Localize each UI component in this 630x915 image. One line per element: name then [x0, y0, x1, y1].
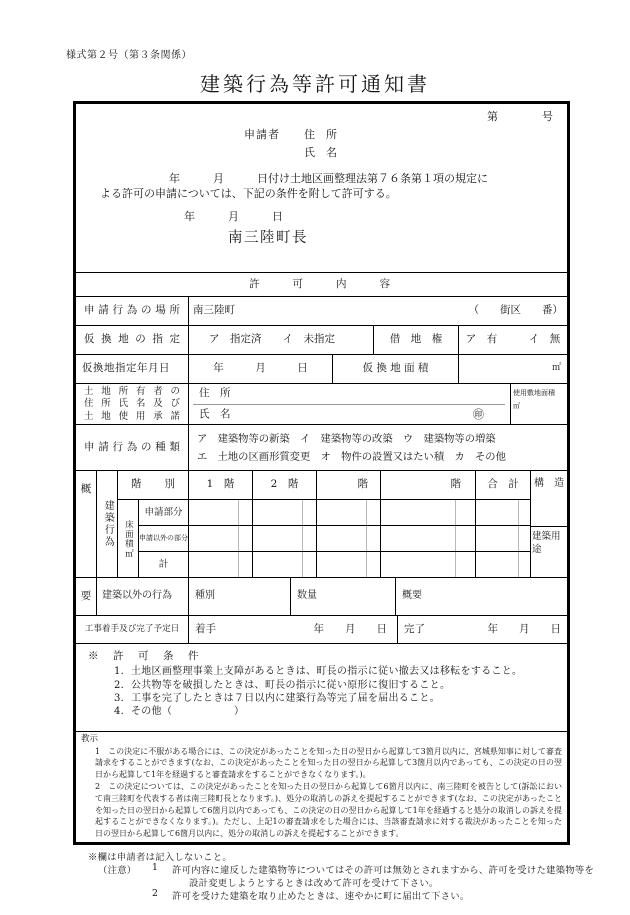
owner-address-divider	[193, 404, 505, 405]
cell-sum-f3	[317, 552, 381, 577]
structure-label: 構 造	[534, 478, 564, 489]
cell-other-total	[476, 526, 531, 552]
footer-caution-1-line1: 許可内容に違反した建築物等についてはその許可は無効とされますから、許可を受けた建築物等を	[172, 865, 595, 876]
lease-label-cell	[374, 325, 459, 354]
floor-header-cell	[118, 470, 189, 500]
rowlabel-sum	[139, 552, 189, 577]
owner-address-label: 住 所	[199, 387, 231, 399]
schedule-end-cell	[398, 615, 567, 643]
templot-options-cell	[189, 325, 374, 354]
cell-applied-f4	[381, 500, 476, 526]
rowlabel-applied-text: 申請部分	[144, 506, 183, 518]
rowlabel-applied	[139, 500, 189, 526]
nonbuilding-outline-label: 概要	[402, 590, 422, 602]
cell-applied-f1	[189, 500, 253, 526]
nonbuilding-type-label: 種別	[195, 590, 215, 602]
page-title: 建築行為等許可通知書	[200, 72, 430, 96]
form-code: 様式第２号（第３条関係）	[66, 50, 192, 61]
header-floor3-label: 階	[357, 478, 368, 491]
templot-label-cell	[76, 325, 189, 354]
schedule-label: 工事着手及び完了予定日	[84, 624, 180, 635]
cell-applied-f3	[317, 500, 381, 526]
nonbuilding-qty-label: 数量	[297, 590, 317, 602]
owner-label-line2: 住所氏名及び	[84, 398, 180, 410]
cell-sum-total	[476, 552, 531, 577]
nonbuilding-label-cell	[97, 577, 189, 615]
location-block-lot-suffix: （ 街区 番）	[468, 304, 563, 317]
building-use-label: 建築用途	[532, 531, 561, 556]
lease-label: 借 地 権	[389, 333, 443, 346]
templot-date-cell	[189, 354, 333, 383]
owner-label-cell	[76, 383, 189, 424]
form-box	[73, 101, 570, 845]
schedule-label-cell	[76, 615, 189, 643]
location-label-cell	[76, 296, 189, 325]
site-area-label: 使用敷地面積 ㎡	[513, 389, 562, 411]
schedule-start-label: 着手	[195, 622, 216, 635]
lease-options-cell	[459, 325, 567, 354]
nonbuilding-qty-cell	[291, 577, 396, 615]
header-floor2-label: 2 階	[270, 478, 299, 491]
templot-options: ア 指定済 イ 未指定	[209, 333, 335, 346]
acttype-options-cell	[189, 424, 567, 470]
kyoji-block	[76, 731, 567, 842]
mayor-name: 南三陸町長	[228, 230, 308, 246]
acttype-label: 申請行為の種類	[84, 440, 180, 453]
permit-content-section-title	[76, 272, 567, 296]
condition-item-1: 1．土地区画整理事業上支障があるときは、町長の指示に従い撤去又は移転をすること。	[114, 666, 523, 678]
schedule-end-label: 完了	[404, 622, 425, 635]
header-floor2	[253, 470, 317, 500]
applicant-name-label: 氏 名	[304, 146, 337, 159]
floor-area-cell	[118, 500, 139, 577]
nonbuilding-label: 建築以外の行為	[102, 590, 172, 602]
building-act-cell	[97, 470, 118, 577]
owner-name-label: 氏 名	[199, 408, 231, 420]
cell-sum-f1	[189, 552, 253, 577]
lease-options: ア 有 イ 無	[465, 333, 561, 346]
summary-side-bottom: 要	[80, 589, 92, 602]
floor-header-label: 階 別	[131, 478, 175, 491]
acttype-line2: エ 土地の区画形質変更 オ 物件の設置又はたい積 カ その他	[197, 450, 506, 463]
schedule-end-date: 年 月 日	[487, 622, 561, 635]
owner-label-line1: 土地所有者の	[84, 386, 180, 397]
condition-item-2: 2．公共物等を破損したときは、町長の指示に従い原形に復旧すること。	[114, 679, 451, 691]
rowlabel-other-text: 申請以外の部分	[139, 534, 188, 543]
summary-side-top: 概	[80, 483, 92, 495]
header-floor1	[189, 470, 253, 500]
notice-body-line1: 年 月 日付け土地区画整理法第７６条第１項の規定に	[169, 172, 488, 185]
header-floor3	[317, 470, 381, 500]
templot-date-value: 年 月 日	[213, 362, 308, 375]
doc-number: 第 号	[487, 110, 553, 123]
acttype-label-cell	[76, 424, 189, 470]
issue-date-line: 年 月 日	[184, 210, 283, 223]
kyoji-item-2: 2 この決定については、この決定があったことを知った日の翌日から起算して6箇月以内に、南三陸町を被告として(訴訟において南三陸町を代表する者は南三陸町長となります。)、処分の取消しの訴えを提起することができます(なお、この決定があったことを知った日の翌日から起算して6箇月以内であっても、この決定の日の翌日から起算して1年を経過すると処分の取消しの訴えを提起することができなくなります。)。ただし、上記1の審査請求をした場合には、当該審査請求に対する裁決があったことを知った日の翌日から起算して6箇月以内に、処分の取消しの訴えを提起することができます。	[95, 782, 562, 838]
structure-cell	[531, 470, 567, 527]
nonbuilding-type-cell	[189, 577, 291, 615]
permit-content-title-text: 許 可 内 容	[249, 277, 394, 290]
rowlabel-sum-text: 計	[158, 558, 169, 570]
applicant-address-label: 住 所	[304, 128, 337, 141]
cell-sum-f2	[253, 552, 317, 577]
schedule-start-cell	[189, 615, 398, 643]
building-act-label: 建築行為	[102, 500, 114, 548]
summary-side-top-cell	[76, 470, 97, 577]
header-floor1-label: 1 階	[206, 478, 235, 491]
notice-body-line2: よる許可の申請については、下記の条件を附して許可する。	[100, 187, 397, 200]
cell-other-f3	[317, 526, 381, 552]
cell-other-f2	[253, 526, 317, 552]
owner-label-line3: 土地使用承諾	[84, 410, 180, 422]
header-total-label: 合 計	[487, 478, 519, 491]
footer-note-1: ※欄は申請者は記入しないこと。	[88, 852, 232, 863]
condition-item-4: 4．その他（ ）	[114, 706, 245, 718]
kyoji-item-1: 1 この決定に不服がある場合には、この決定があったことを知った日の翌日から起算して3箇月以内に、宮城県知事に対して審査請求をすることができます(なお、この決定があったことを知った日の翌日から起算して3箇月以内であっても、この決定の日の翌日から起算して1年を経過すると審査請求をすることができなくなります。)。	[95, 746, 562, 779]
cell-applied-total	[476, 500, 531, 526]
building-use-cell	[531, 527, 567, 577]
cell-other-f4	[381, 526, 476, 552]
kyoji-label: 教示	[81, 734, 99, 744]
footer-caution-1-line2: 設計変更しようとするときは改めて許可を受けて下さい。	[189, 878, 439, 889]
location-value: 南三陸町	[193, 304, 235, 317]
footer-caution-2-text: 許可を受けた建築を取り止めたときは、速やかに町に届出て下さい。	[172, 891, 470, 902]
owner-value-cell	[189, 383, 511, 424]
cell-other-f1	[189, 526, 253, 552]
summary-side-bottom-cell	[76, 577, 97, 615]
templot-area-label: 仮 換 地 面 積	[362, 362, 429, 375]
schedule-start-date: 年 月 日	[313, 622, 387, 635]
templot-date-label: 仮換地指定年月日	[82, 362, 170, 375]
header-floor4-label: 階	[450, 478, 461, 491]
templot-area-label-cell	[333, 354, 459, 383]
nonbuilding-outline-cell	[396, 577, 567, 615]
conditions-title: ※ 許 可 条 件	[88, 650, 201, 662]
condition-item-3: 3．工事を完了したときは７日以内に建築行為等完了届を届出ること。	[114, 692, 440, 704]
acttype-line1: ア 建築物等の新築 イ 建築物等の改築 ウ 建築物等の増築	[197, 433, 496, 445]
location-label: 申請行為の場所	[84, 304, 180, 317]
seal-mark: ㊞	[473, 408, 484, 421]
templot-date-label-cell	[76, 354, 189, 383]
templot-area-value-cell	[459, 354, 567, 383]
footer-caution-1-no: 1	[152, 862, 159, 873]
header-floor4	[381, 470, 476, 500]
footer-caution-2-no: 2	[152, 888, 159, 899]
conditions-block	[76, 643, 567, 731]
header-total	[476, 470, 531, 500]
rowlabel-other	[139, 526, 189, 552]
footer-caution-label: （注意）	[98, 865, 137, 876]
templot-area-unit: ㎡	[551, 363, 561, 374]
location-value-cell	[189, 296, 567, 325]
cell-applied-f2	[253, 500, 317, 526]
owner-site-area-cell	[511, 383, 567, 424]
templot-label: 仮換地の指定	[84, 333, 180, 346]
floor-area-label: 床面積㎡	[123, 519, 134, 558]
applicant-label: 申請者	[244, 128, 280, 141]
cell-sum-f4	[381, 552, 476, 577]
